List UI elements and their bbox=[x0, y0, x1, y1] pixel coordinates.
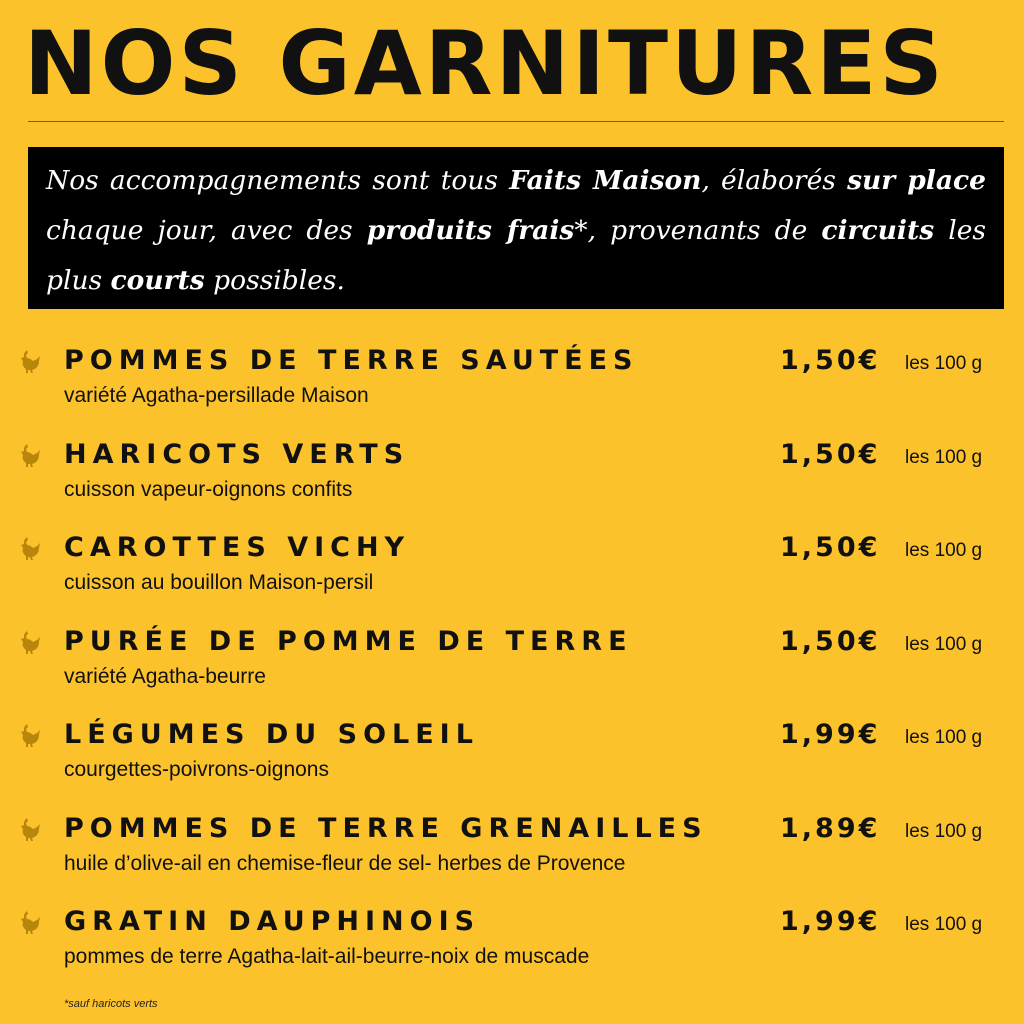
intro-highlight: produits frais bbox=[366, 215, 575, 246]
item-description: cuisson vapeur-oignons confits bbox=[64, 478, 353, 501]
item-description: variété Agatha-beurre bbox=[64, 665, 266, 688]
item-name: POMMES DE TERRE GRENAILLES bbox=[64, 813, 708, 844]
intro-text: , élaborés bbox=[701, 165, 848, 196]
hen-icon bbox=[20, 537, 42, 561]
menu-item bbox=[0, 898, 1024, 978]
intro-highlight: circuits bbox=[821, 215, 935, 246]
hen-icon bbox=[20, 724, 42, 748]
menu-item bbox=[0, 337, 1024, 417]
item-unit: les 100 g bbox=[905, 353, 983, 374]
item-description: cuisson au bouillon Maison-persil bbox=[64, 571, 374, 594]
intro-highlight: Faits Maison bbox=[509, 165, 702, 196]
item-description: huile d’olive-ail en chemise-fleur de sel- herbes de Provence bbox=[64, 852, 626, 875]
hen-icon bbox=[20, 350, 42, 374]
menu-item bbox=[0, 805, 1024, 885]
item-price: 1,50€ bbox=[780, 345, 881, 376]
title-divider bbox=[28, 121, 1004, 122]
item-name: PURÉE DE POMME DE TERRE bbox=[64, 626, 633, 657]
item-description: pommes de terre Agatha-lait-ail-beurre-noix de muscade bbox=[64, 945, 590, 968]
item-name: CAROTTES VICHY bbox=[64, 532, 411, 563]
item-description: variété Agatha-persillade Maison bbox=[64, 384, 369, 407]
hen-icon bbox=[20, 444, 42, 468]
item-unit: les 100 g bbox=[905, 727, 983, 748]
intro-text: Nos accompagnements sont tous bbox=[46, 165, 510, 196]
intro-text: les plus bbox=[46, 215, 987, 296]
item-unit: les 100 g bbox=[905, 634, 983, 655]
item-price: 1,89€ bbox=[780, 813, 881, 844]
item-name: LÉGUMES DU SOLEIL bbox=[64, 719, 479, 750]
item-price: 1,99€ bbox=[780, 906, 881, 937]
menu-item bbox=[0, 618, 1024, 698]
intro-text: *, provenants de bbox=[574, 215, 822, 246]
hen-icon bbox=[20, 631, 42, 655]
menu-item bbox=[0, 711, 1024, 791]
item-unit: les 100 g bbox=[905, 447, 983, 468]
intro-banner bbox=[28, 147, 1004, 309]
intro-highlight: courts bbox=[110, 265, 205, 296]
hen-icon bbox=[20, 818, 42, 842]
item-description: courgettes-poivrons-oignons bbox=[64, 758, 329, 781]
footnote: *sauf haricots verts bbox=[64, 998, 158, 1010]
item-price: 1,50€ bbox=[780, 439, 881, 470]
item-price: 1,50€ bbox=[780, 532, 881, 563]
item-price: 1,50€ bbox=[780, 626, 881, 657]
intro-text: possibles. bbox=[204, 265, 345, 296]
hen-icon bbox=[20, 911, 42, 935]
menu-item bbox=[0, 431, 1024, 511]
item-name: GRATIN DAUPHINOIS bbox=[64, 906, 481, 937]
item-name: HARICOTS VERTS bbox=[64, 439, 410, 470]
item-unit: les 100 g bbox=[905, 914, 983, 935]
page-title: NOS GARNITURES bbox=[24, 12, 946, 115]
item-unit: les 100 g bbox=[905, 540, 983, 561]
intro-text: chaque jour, avec des bbox=[46, 215, 367, 246]
menu-item bbox=[0, 524, 1024, 604]
item-price: 1,99€ bbox=[780, 719, 881, 750]
intro-highlight: sur place bbox=[847, 165, 986, 196]
item-unit: les 100 g bbox=[905, 821, 983, 842]
item-name: POMMES DE TERRE SAUTÉES bbox=[64, 345, 639, 376]
